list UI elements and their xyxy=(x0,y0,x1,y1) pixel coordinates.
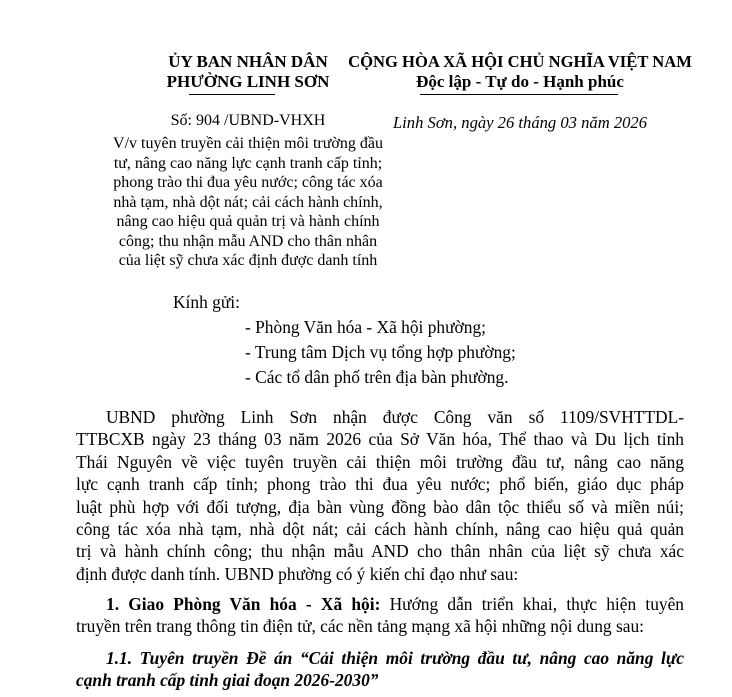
section-1 xyxy=(76,593,684,638)
paragraph-line: Thái Nguyên về việc tuyên truyền cải thiện môi trường đầu tư, nâng cao năng xyxy=(76,451,684,472)
paragraph-line: công tác xóa nhà tạm, nhà dột nát; cải cách hành chính, nâng cao hiệu quả quản xyxy=(76,518,684,539)
paragraph-line: lực cạnh tranh cấp tỉnh; phong trào thi đua yêu nước; phổ biến, giáo dục pháp xyxy=(76,474,684,495)
place-and-date: Linh Sơn, ngày 26 tháng 03 năm 2026 xyxy=(392,113,648,132)
subject-line: tư, nâng cao năng lực cạnh tranh cấp tỉnh; xyxy=(113,154,383,172)
paragraph-line: UBND phường Linh Sơn nhận được Công văn số 1109/SVHTTDL- xyxy=(106,407,684,427)
subject-line: V/v tuyên truyền cải thiện môi trường đầu xyxy=(113,135,383,152)
recipient-item: - Các tổ dân phố trên địa bàn phường. xyxy=(245,367,509,387)
recipient-item: - Trung tâm Dịch vụ tổng hợp phường; xyxy=(245,342,516,362)
subject-line: công; thu nhận mẫu AND cho thân nhân xyxy=(118,232,378,250)
document-number: Số: 904 /UBND-VHXH xyxy=(170,112,326,129)
subject-line: nhà tạm, nhà dột nát; cải cách hành chính, xyxy=(113,193,383,211)
intro-paragraph xyxy=(76,406,684,585)
subsection-1-1 xyxy=(76,647,684,692)
paragraph-line: trị và hành chính công; thu nhận mẫu AND cho thân nhân của liệt sỹ chưa xác xyxy=(76,541,684,562)
section-1-second-line: truyền trên trang thông tin điện tử, các nền tảng mạng xã hội những nội dung sau: xyxy=(76,616,644,637)
paragraph-line: định được danh tính. UBND phường có ý kiến chỉ đạo như sau: xyxy=(76,563,519,584)
paragraph-line: luật phù hợp với đối tượng, địa bàn vùng đồng bào dân tộc thiểu số và miền núi; xyxy=(76,496,684,517)
national-motto: Độc lập - Tự do - Hạnh phúc xyxy=(416,72,624,91)
national-title: CỘNG HÒA XÃ HỘI CHỦ NGHĨA VIỆT NAM xyxy=(348,52,692,71)
subject-line: phong trào thi đua yêu nước; công tác xóa xyxy=(113,174,383,191)
subsection-line: cạnh tranh cấp tỉnh giai đoạn 2026-2030” xyxy=(76,670,379,691)
section-1-text: Hướng dẫn triển khai, thực hiện tuyên xyxy=(380,594,684,614)
issuing-authority: ỦY BAN NHÂN DÂN xyxy=(168,52,328,71)
document-subject xyxy=(100,134,396,271)
motto-underline xyxy=(420,94,618,95)
section-1-heading: 1. Giao Phòng Văn hóa - Xã hội: xyxy=(106,594,381,614)
section-1-first-line xyxy=(76,593,684,615)
authority-underline xyxy=(189,94,275,95)
subject-line: nâng cao hiệu quả quản trị và hành chính xyxy=(116,213,380,230)
subject-line: của liệt sỹ chưa xác định được danh tính xyxy=(118,252,378,269)
recipient-item: - Phòng Văn hóa - Xã hội phường; xyxy=(245,317,486,337)
issuing-ward: PHƯỜNG LINH SƠN xyxy=(166,72,330,91)
recipients-label: Kính gửi: xyxy=(173,292,240,312)
subsection-line: 1.1. Tuyên truyền Đề án “Cải thiện môi trường đầu tư, nâng cao năng lực xyxy=(106,648,684,668)
paragraph-line: TTBCXB ngày 23 tháng 03 năm 2026 của Sở Văn hóa, Thể thao và Du lịch tỉnh xyxy=(76,429,684,450)
